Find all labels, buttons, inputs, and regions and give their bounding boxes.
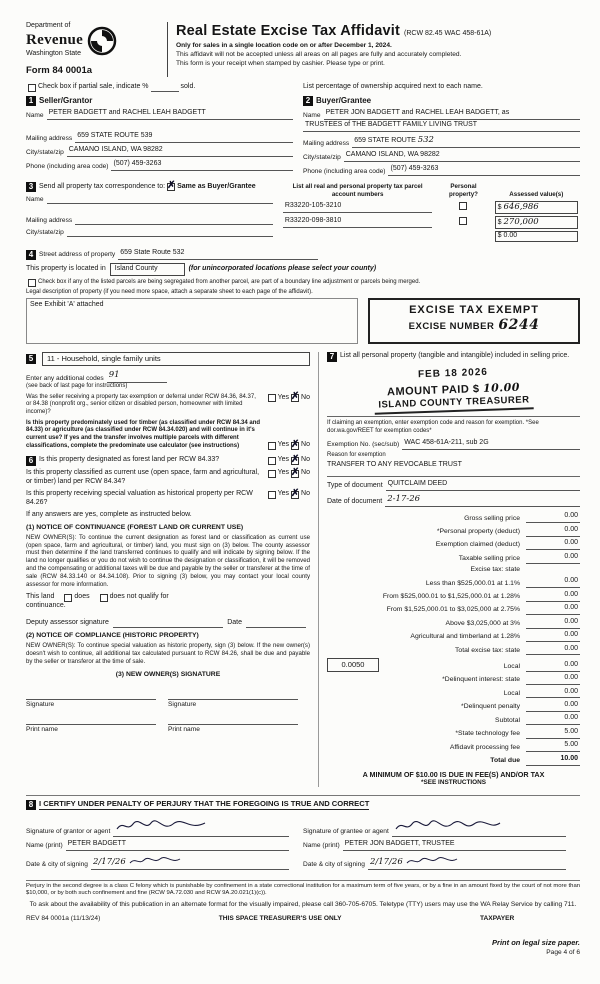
no-label: No <box>301 441 310 449</box>
s5-timber-no-checkbox[interactable] <box>291 438 300 450</box>
currency-symbol: $ <box>497 204 502 211</box>
excise-exempt-stamp <box>368 298 580 344</box>
total-due-label: Total due <box>490 757 520 765</box>
tax-row-value[interactable]: 0.00 <box>526 591 580 602</box>
land-does-checkbox[interactable] <box>64 594 72 602</box>
send-correspondence-label: Send all property tax correspondence to: <box>39 182 166 190</box>
notice-compliance-body: NEW OWNER(S): To continue special valuation as historic property, sign (3) below. If the new owner(s) doesn't wish to continue, all additional tax calculated pursuant to RCW 84.26, shall be due and payable by the seller or transferor at the time of sale. <box>26 641 310 665</box>
section-6-number: 6 <box>26 456 36 466</box>
tax-row-label: Above $3,025,000 at 3% <box>445 619 520 627</box>
tax-row-label: Taxable selling price <box>458 554 520 562</box>
located-in-label: This property is located in <box>26 264 106 272</box>
notice-compliance-title: (2) NOTICE OF COMPLIANCE (HISTORIC PROPERTY) <box>26 632 199 640</box>
grantor-date-city-label: Date & city of signing <box>26 861 88 869</box>
exemption-no-label: Exemption No. (sec/sub) <box>327 441 400 449</box>
tax-row-value[interactable]: 0.00 <box>526 631 580 642</box>
tax-row-value[interactable]: 0.00 <box>526 714 580 725</box>
buyer-section <box>303 96 580 176</box>
seller-mailing-value: 659 STATE ROUTE 539 <box>77 132 153 140</box>
local-tax-value[interactable]: 0.00 <box>526 661 580 672</box>
parcel-row <box>281 200 580 215</box>
tax-row-label: Affidavit processing fee <box>449 743 520 751</box>
right-column <box>318 352 580 787</box>
partial-sale-percent-field[interactable] <box>151 91 179 92</box>
buyer-name-label: Name <box>303 111 321 119</box>
partial-sale-label: Check box if partial sale, indicate % <box>38 83 149 91</box>
form-title-ref: (RCW 82.45 WAC 458-61A) <box>404 30 492 37</box>
checkmark-icon: ✗ <box>291 453 300 465</box>
tax-row-label: Total excise tax: state <box>455 646 520 654</box>
same-as-buyer-checkbox[interactable] <box>167 180 176 192</box>
form-title: Real Estate Excise Tax Affidavit <box>176 23 400 39</box>
alternate-format-note: To ask about the availability of this publication in an alternate format for the visually impaired, please call 360-705-6705. Teletype (TTY) users may use the WA Relay Service by calling 711. <box>29 900 577 908</box>
additional-codes-field[interactable] <box>107 370 167 383</box>
currency-symbol: $ <box>497 231 502 239</box>
deputy-date-label: Date <box>227 619 242 627</box>
seller-city-field[interactable] <box>67 146 293 157</box>
section-7-number: 7 <box>327 352 337 362</box>
left-column <box>26 352 318 787</box>
checkmark-icon: ✗ <box>291 487 300 499</box>
tax-row-value[interactable]: 0.00 <box>526 688 580 699</box>
s6-currentuse-no-checkbox[interactable] <box>291 466 300 478</box>
see-instructions-note: *SEE INSTRUCTIONS <box>421 778 486 786</box>
correspondence-mailing-label: Mailing address <box>26 216 73 224</box>
s6-historic-yes-checkbox[interactable] <box>268 491 276 499</box>
grantor-city-scribble <box>128 856 182 866</box>
no-label: No <box>301 393 310 401</box>
treasurer-name: ISLAND COUNTY TREASURER <box>374 394 534 415</box>
total-due-value[interactable]: 10.00 <box>526 755 580 766</box>
agency-revenue: Revenue <box>26 31 84 48</box>
correspondence-city-label: City/state/zip <box>26 228 64 236</box>
print-name-label: Print name <box>26 726 58 734</box>
tax-row-value[interactable]: 0.00 <box>526 645 580 656</box>
seller-phone-field[interactable] <box>111 160 293 171</box>
buyer-phone-value: (507) 459-3263 <box>390 165 439 173</box>
certify-statement: I CERTIFY UNDER PENALTY OF PERJURY THAT THE FOREGOING IS TRUE AND CORRECT <box>39 799 370 809</box>
grantor-date-city-field[interactable] <box>91 854 289 870</box>
parcel-table-block <box>281 182 580 243</box>
s5-exemption-yes-checkbox[interactable] <box>268 394 276 402</box>
buyer-mailing-field[interactable] <box>352 135 580 148</box>
street-address-label: Street address of property <box>39 251 116 259</box>
deputy-signature-field[interactable] <box>113 619 223 628</box>
yes-label: Yes <box>277 490 290 498</box>
checkmark-icon: ✗ <box>291 438 300 450</box>
land-does-not-checkbox[interactable] <box>100 594 108 602</box>
parcel-number-value: R33220-105-3210 <box>284 202 342 210</box>
buyer-name-line1: PETER JON BADGETT and RACHEL LEAH BADGETT, as <box>325 109 510 117</box>
grantee-date-city-field[interactable] <box>368 854 566 870</box>
agency-name <box>26 22 83 59</box>
does-label: does <box>74 593 90 601</box>
section-8 <box>26 795 580 870</box>
print-legal-size-note: Print on legal size paper. <box>492 937 580 947</box>
agency-dept-line: Department of <box>26 22 71 29</box>
currency-symbol: $ <box>497 218 502 226</box>
tax-row-label: *Delinquent interest: state <box>442 676 520 684</box>
reason-for-exemption-label: Reason for exemption <box>327 451 386 458</box>
main-columns <box>26 352 580 787</box>
parcel-row <box>281 215 580 230</box>
timber-use-question: Is this property predominately used for timber (as classified under RCW 84.34 and 84.33) or agriculture (as classified under RCW 84.34.020) and will continue in it's current use? If yes and the transfer involves multiple parcels with different classifications, complete the predominate use calculator (see instructions) <box>26 419 261 449</box>
current-use-question: Is this property classified as current use (open space, farm and agricultural, or timber) land per RCW 84.34? <box>26 469 260 486</box>
form-number: Form 84 0001a <box>26 65 93 77</box>
assessed-value-col-header: Assessed value(s) <box>509 191 564 199</box>
amount-paid-handwritten: 10.00 <box>482 380 521 396</box>
personal-property-checkbox-1[interactable] <box>459 202 467 210</box>
stamp-date: FEB 18 2026 <box>417 367 489 381</box>
excise-exempt-line: EXCISE TAX EXEMPT <box>409 304 539 317</box>
buyer-heading: Buyer/Grantee <box>316 96 372 106</box>
tax-row-label: Subtotal <box>495 716 520 724</box>
minimum-due-note: A MINIMUM OF $10.00 IS DUE IN FEE(S) AND/OR TAX <box>362 769 545 779</box>
seller-name-value: PETER BADGETT and RACHEL LEAH BADGETT <box>48 109 206 117</box>
checkmark-icon: ✗ <box>167 180 176 192</box>
grantor-certification <box>26 814 303 870</box>
parcel-col-header: List all real and personal property tax parcel account numbers <box>292 183 423 199</box>
buyer-mailing-handwritten: 532 <box>417 135 434 146</box>
parcel-number-field[interactable] <box>283 202 433 213</box>
new-owner-printname-field-1[interactable] <box>26 715 156 725</box>
tax-row-label: From $525,000.01 to $1,525,000.01 at 1.28% <box>382 592 520 600</box>
personal-property-checkbox-2[interactable] <box>459 217 467 225</box>
tax-row-value[interactable]: 0.00 <box>526 512 580 523</box>
grantee-signature-scribble <box>394 819 502 833</box>
date-of-document-handwritten: 2-17-26 <box>387 494 421 505</box>
correspondence-name-field[interactable] <box>47 195 273 204</box>
tax-row-label: Exemption claimed (deduct) <box>435 541 520 549</box>
taxpayer-label: TAXPAYER <box>480 915 515 923</box>
new-owners-signature-title: (3) NEW OWNER(S) SIGNATURE <box>115 671 221 679</box>
treasurer-stamp <box>326 364 580 417</box>
tax-row-value[interactable]: 0.00 <box>526 577 580 588</box>
notice-continuance-title: (1) NOTICE OF CONTINUANCE (FOREST LAND OR CURRENT USE) <box>26 524 244 532</box>
new-owner-signature-field-2[interactable] <box>168 690 298 700</box>
buyer-mailing-label: Mailing address <box>303 139 350 147</box>
type-of-document-field[interactable] <box>386 480 580 491</box>
agency-block <box>26 22 168 77</box>
grantor-name-field[interactable] <box>66 840 289 851</box>
grantee-name-value: PETER JON BADGETT, TRUSTEE <box>344 839 455 847</box>
new-owner-signature-field-1[interactable] <box>26 690 156 700</box>
correspondence-city-field[interactable] <box>67 228 273 237</box>
grantor-signature-field[interactable] <box>113 817 289 837</box>
personal-property-label: List all personal property (tangible and intangible) included in selling price. <box>340 352 570 360</box>
yes-label: Yes <box>277 456 290 464</box>
s6-forest-yes-checkbox[interactable] <box>268 457 276 465</box>
tax-row-label: *Delinquent penalty <box>461 703 520 711</box>
s6-currentuse-yes-checkbox[interactable] <box>268 470 276 478</box>
section-1-number: 1 <box>26 96 36 106</box>
assessed-value-field[interactable] <box>495 231 578 242</box>
agency-state: Washington State <box>26 50 81 58</box>
divider <box>327 476 580 477</box>
divider <box>327 416 580 417</box>
signature-label: Signature <box>26 701 55 709</box>
forest-land-question: Is this property designated as forest land per RCW 84.33? <box>39 456 220 464</box>
section-8-number: 8 <box>26 800 36 810</box>
s6-historic-no-checkbox[interactable] <box>291 487 300 499</box>
deputy-assessor-label: Deputy assessor signature <box>26 619 109 627</box>
buyer-city-value: CAMANO ISLAND, WA 98282 <box>345 151 440 159</box>
parcel-number-value: R33220-098-3810 <box>284 216 342 224</box>
yes-label: Yes <box>277 393 290 401</box>
notice-continuance-body: NEW OWNER(S): To continue the current designation as forest land or classification as current use (open space, farm and agricultural, or timber) land, you must sign on (3) below. The county assessor must then determine if the land transferred continues to qualify and will indicate by signing below. If the land no longer qualifies or you do not wish to continue the designation or classification, it will be removed and the compensating or additional taxes will be due and payable by the seller or transferer at the time of sale (RCW 84.33.140 or 84.34.108). Prior to signing (3) below, you may contact your local county assessor for more information. <box>26 533 310 588</box>
amount-paid-label: AMOUNT PAID $ <box>386 383 480 399</box>
local-rate-box: 0.0050 <box>327 658 379 672</box>
grantor-date-handwritten: 2/17/26 <box>92 856 126 867</box>
grantee-name-field[interactable] <box>343 840 566 851</box>
section-3-number: 3 <box>26 182 36 192</box>
seller-heading: Seller/Grantor <box>39 96 93 106</box>
tax-row-label: *State technology fee <box>455 730 520 738</box>
tax-row-value[interactable]: 5.00 <box>526 741 580 752</box>
treasurer-use-only-label: THIS SPACE TREASURER'S USE ONLY <box>218 915 342 923</box>
grantee-date-handwritten: 2/17/26 <box>369 856 403 867</box>
excise-number-handwritten: 6244 <box>498 317 540 334</box>
additional-codes-label: Enter any additional codes <box>26 374 104 382</box>
tax-row-value[interactable]: 5.00 <box>526 728 580 739</box>
street-address-value: 659 State Route 532 <box>120 248 185 256</box>
section-3 <box>26 182 580 243</box>
grantee-date-city-label: Date & city of signing <box>303 861 365 869</box>
s5-exemption-no-checkbox[interactable] <box>291 391 300 403</box>
exemption-instruction: If claiming an exemption, enter exemption code and reason for exemption. *See dor.wa.gov/REET for exemption codes* <box>327 420 539 435</box>
s6-forest-no-checkbox[interactable] <box>291 453 300 465</box>
exemption-no-value: WAC 458-61A-211, sub 2G <box>404 438 489 446</box>
same-as-buyer-label: Same as Buyer/Grantee <box>177 182 256 190</box>
reason-for-exemption-value: TRANSFER TO ANY REVOCABLE TRUST <box>327 461 462 469</box>
type-of-document-label: Type of document <box>327 482 383 490</box>
section-4 <box>26 249 580 345</box>
assessed-value-field[interactable] <box>495 216 578 229</box>
legal-description-label: Legal description of property (if you need more space, attach a separate sheet to each page of the affidavit). <box>26 288 313 295</box>
s5-timber-yes-checkbox[interactable] <box>268 442 276 450</box>
historic-property-question: Is this property receiving special valuation as historical property per RCW 84.26? <box>26 490 253 507</box>
correspondence-block <box>26 182 281 243</box>
deputy-date-field[interactable] <box>246 619 306 628</box>
parcel-number-field[interactable] <box>283 217 433 228</box>
form-footer <box>26 880 580 958</box>
section-2-number: 2 <box>303 96 313 106</box>
grantee-city-scribble <box>405 856 459 866</box>
land-use-code-field[interactable] <box>42 352 310 366</box>
grantee-name-print-label: Name (print) <box>303 842 340 850</box>
seller-city-value: CAMANO ISLAND, WA 98282 <box>68 146 163 154</box>
buyer-name-field-line2[interactable] <box>303 121 580 132</box>
segregated-label: Check box if any of the listed parcels are being segregated from another parcel, are part of a boundary line adjustment or parcels being merged. <box>38 278 421 285</box>
buyer-name-line2: TRUSTEES of THE BADGETT FAMILY LIVING TRUST <box>305 121 478 129</box>
partial-sale-checkbox[interactable] <box>28 84 36 92</box>
seller-name-label: Name <box>26 111 44 119</box>
tax-row-value[interactable]: 0.00 <box>526 618 580 629</box>
assessed-amount-value: 0.00 <box>503 231 518 239</box>
tax-row-value[interactable]: 0.00 <box>526 604 580 615</box>
located-note: (for unincorporated locations please select your county) <box>188 264 377 272</box>
grantor-grantee-columns <box>26 96 580 176</box>
page-number: Page 4 of 6 <box>546 949 580 957</box>
tax-row-value[interactable]: 0.00 <box>526 553 580 564</box>
revision-number: REV 84 0001a (11/13/24) <box>26 915 101 923</box>
checkmark-icon: ✗ <box>291 391 300 403</box>
legal-description-value: See Exhibit 'A' attached <box>30 301 104 309</box>
date-of-document-label: Date of document <box>327 498 383 506</box>
buyer-city-label: City/state/zip <box>303 153 341 161</box>
tax-row-label: *Personal property (deduct) <box>436 527 520 535</box>
tax-row-label: Less than $525,000.01 at 1.1% <box>425 579 520 587</box>
buyer-mailing-printed: 659 STATE ROUTE <box>354 137 416 145</box>
county-select[interactable] <box>110 263 185 276</box>
date-of-document-field[interactable] <box>385 494 580 507</box>
perjury-statement: Perjury in the second degree is a class C felony which is punishable by confinement in a state correctional institution for a maximum term of five years, or by a fine in an amount fixed by the court of not more than $10,000, or by both such confinement and fine (RCW 9A.72.030 and RCW 9A.20.021(1)(c)). <box>26 882 580 897</box>
no-label: No <box>301 456 310 464</box>
exemption-no-field[interactable] <box>402 439 580 450</box>
does-not-label: does not qualify for <box>109 593 169 601</box>
seller-mailing-label: Mailing address <box>26 134 73 142</box>
seller-name-field[interactable] <box>47 109 293 120</box>
buyer-name-field[interactable] <box>324 109 580 120</box>
tax-row-label: From $1,525,000.01 to $3,025,000 at 2.75% <box>386 606 520 614</box>
local-tax-label: Local <box>503 662 520 670</box>
tax-row-value[interactable]: 0.00 <box>526 526 580 537</box>
assessed-amount-handwritten: 646,986 <box>503 202 539 213</box>
ownership-note: List percentage of ownership acquired next to each name. <box>303 83 483 91</box>
buyer-phone-label: Phone (including area code) <box>303 167 386 175</box>
tax-row-value[interactable]: 0.00 <box>526 674 580 685</box>
new-owner-printname-field-2[interactable] <box>168 715 298 725</box>
assessed-amount-handwritten: 270,000 <box>503 216 539 227</box>
seller-mailing-field[interactable] <box>75 132 293 143</box>
segregated-checkbox[interactable] <box>28 279 36 287</box>
section-5-number: 5 <box>26 354 36 364</box>
checkmark-icon: ✗ <box>291 466 300 478</box>
seller-phone-label: Phone (including area code) <box>26 162 109 170</box>
seller-exemption-question: Was the seller receiving a property tax exemption or deferral under RCW 84.36, 84.37, or 84.38 (nonprofit org., senior citizen or disabled person, homeowner with limited income)? <box>26 393 256 415</box>
partial-sale-suffix: sold. <box>180 83 196 91</box>
signature-label: Signature <box>168 701 197 709</box>
section-4-number: 4 <box>26 250 36 260</box>
grantee-signature-field[interactable] <box>392 817 566 837</box>
continuance-label: continuance. <box>26 602 66 610</box>
grantee-certification <box>303 814 580 870</box>
grantor-name-print-label: Name (print) <box>26 842 63 850</box>
additional-codes-note: (see back of last page for instructions) <box>26 382 128 389</box>
tax-row-label: Agricultural and timberland at 1.28% <box>410 633 520 641</box>
tax-row-value[interactable]: 0.00 <box>526 701 580 712</box>
form-header <box>26 22 580 77</box>
header-note-2: This affidavit will not be accepted unless all areas on all pages are fully and accurately completed. <box>176 50 462 58</box>
parcel-row <box>281 230 580 243</box>
seller-section <box>26 96 303 176</box>
yes-label: Yes <box>277 441 290 449</box>
type-of-document-value: QUITCLAIM DEED <box>387 480 448 488</box>
land-use-code-value: 11 - Household, single family units <box>47 354 161 364</box>
grantor-name-value: PETER BADGETT <box>67 839 126 847</box>
tax-row-label: Local <box>503 689 520 697</box>
print-name-label: Print name <box>168 726 200 734</box>
excise-number-label: EXCISE NUMBER <box>408 321 495 333</box>
personal-property-col-header: Personal property? <box>449 183 478 199</box>
partial-sale-row <box>26 83 580 92</box>
title-block <box>168 22 580 77</box>
assessed-value-field[interactable] <box>495 201 578 214</box>
correspondence-mailing-field[interactable] <box>75 216 273 225</box>
grantor-signature-label: Signature of grantor or agent <box>26 828 111 836</box>
header-note-3: This form is your receipt when stamped by cashier. Please type or print. <box>176 60 385 68</box>
seller-phone-value: (507) 459-3263 <box>113 160 162 168</box>
buyer-city-field[interactable] <box>344 151 580 162</box>
seller-city-label: City/state/zip <box>26 148 64 156</box>
correspondence-name-label: Name <box>26 195 44 203</box>
additional-codes-handwritten: 91 <box>108 370 120 380</box>
no-label: No <box>301 490 310 498</box>
tax-row-value[interactable]: 0.00 <box>526 539 580 550</box>
header-note-1: Only for sales in a single location code on or after December 1, 2024. <box>176 41 392 49</box>
grantee-signature-label: Signature of grantee or agent <box>303 828 389 836</box>
tax-row-label: Gross selling price <box>464 514 520 522</box>
no-label: No <box>301 469 310 477</box>
dor-logo-icon <box>87 26 117 56</box>
buyer-phone-field[interactable] <box>388 165 580 176</box>
legal-description-field[interactable] <box>26 298 358 344</box>
this-land-label: This land <box>26 593 55 601</box>
excise-tax-state-header: Excise tax: state <box>470 566 520 574</box>
parcel-table <box>281 182 580 243</box>
if-yes-instruction: If any answers are yes, complete as instructed below. <box>26 511 192 519</box>
grantor-signature-scribble <box>115 819 207 833</box>
county-value: Island County <box>114 264 158 272</box>
street-address-field[interactable] <box>118 249 318 260</box>
yes-label: Yes <box>277 469 290 477</box>
